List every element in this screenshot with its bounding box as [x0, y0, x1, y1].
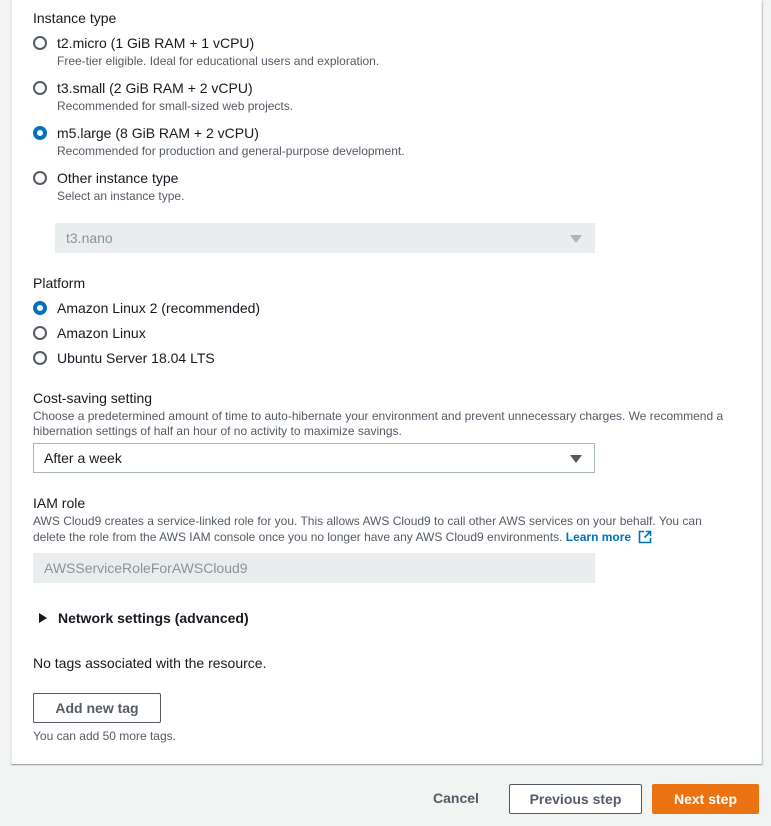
other-instance-select — [55, 223, 595, 253]
network-settings-toggle[interactable]: Network settings (advanced) — [58, 610, 249, 626]
radio-amazon-linux[interactable] — [33, 326, 47, 340]
iam-role-value: AWSServiceRoleForAWSCloud9 — [44, 560, 248, 576]
external-link-icon[interactable] — [638, 530, 652, 544]
cost-saving-desc-line1: Choose a predetermined amount of time to auto-hibernate your environment and prevent unnecessary charges. We recommend a — [33, 409, 724, 423]
iam-role-field — [33, 553, 595, 583]
cancel-button[interactable]: Cancel — [433, 790, 479, 806]
option-m5-large-label[interactable]: m5.large (8 GiB RAM + 2 vCPU) — [57, 125, 259, 141]
radio-amazon-linux-2[interactable] — [33, 301, 47, 315]
radio-other-instance[interactable] — [33, 171, 47, 185]
radio-t2-micro[interactable] — [33, 36, 47, 50]
instance-type-label: Instance type — [33, 10, 117, 26]
next-step-button[interactable]: Next step — [652, 784, 759, 814]
option-t2-micro-desc: Free-tier eligible. Ideal for educational users and exploration. — [57, 54, 380, 68]
iam-role-desc-line1: AWS Cloud9 creates a service-linked role for you. This allows AWS Cloud9 to call other AWS services on your behalf. You can — [33, 514, 702, 528]
cost-saving-select-value: After a week — [44, 450, 122, 466]
caret-right-icon[interactable] — [39, 613, 47, 623]
iam-role-label: IAM role — [33, 495, 86, 511]
radio-m5-large[interactable] — [33, 126, 47, 140]
other-instance-select-value: t3.nano — [66, 230, 113, 246]
caret-down-icon — [570, 455, 582, 463]
option-amazon-linux-label[interactable]: Amazon Linux — [57, 325, 146, 341]
option-t3-small-label[interactable]: t3.small (2 GiB RAM + 2 vCPU) — [57, 80, 253, 96]
settings-panel — [11, 0, 762, 764]
option-m5-large-desc: Recommended for production and general-purpose development. — [57, 144, 405, 158]
add-new-tag-button[interactable]: Add new tag — [33, 693, 161, 723]
option-t3-small-desc: Recommended for small-sized web projects. — [57, 99, 294, 113]
option-other-instance-desc: Select an instance type. — [57, 189, 185, 203]
cost-saving-desc-line2: hibernation settings of half an hour of no activity to maximize savings. — [33, 424, 402, 438]
cost-saving-label: Cost-saving setting — [33, 390, 153, 406]
previous-step-button[interactable]: Previous step — [509, 784, 642, 814]
iam-role-desc-line2-container — [33, 530, 652, 544]
option-ubuntu-server-label[interactable]: Ubuntu Server 18.04 LTS — [57, 350, 215, 366]
platform-label: Platform — [33, 275, 86, 291]
caret-down-icon — [570, 235, 582, 243]
radio-t3-small[interactable] — [33, 81, 47, 95]
no-tags-text: No tags associated with the resource. — [33, 655, 267, 671]
option-t2-micro-label[interactable]: t2.micro (1 GiB RAM + 1 vCPU) — [57, 35, 255, 51]
option-amazon-linux-2-label[interactable]: Amazon Linux 2 (recommended) — [57, 300, 261, 316]
option-other-instance-label[interactable]: Other instance type — [57, 170, 179, 186]
learn-more-link[interactable]: Learn more — [565, 530, 632, 544]
cost-saving-select[interactable] — [33, 443, 595, 473]
iam-role-desc-line2: delete the role from the AWS IAM console once you no longer have any AWS Cloud9 environments. — [33, 530, 563, 544]
tags-hint: You can add 50 more tags. — [33, 729, 176, 743]
radio-ubuntu-server[interactable] — [33, 351, 47, 365]
